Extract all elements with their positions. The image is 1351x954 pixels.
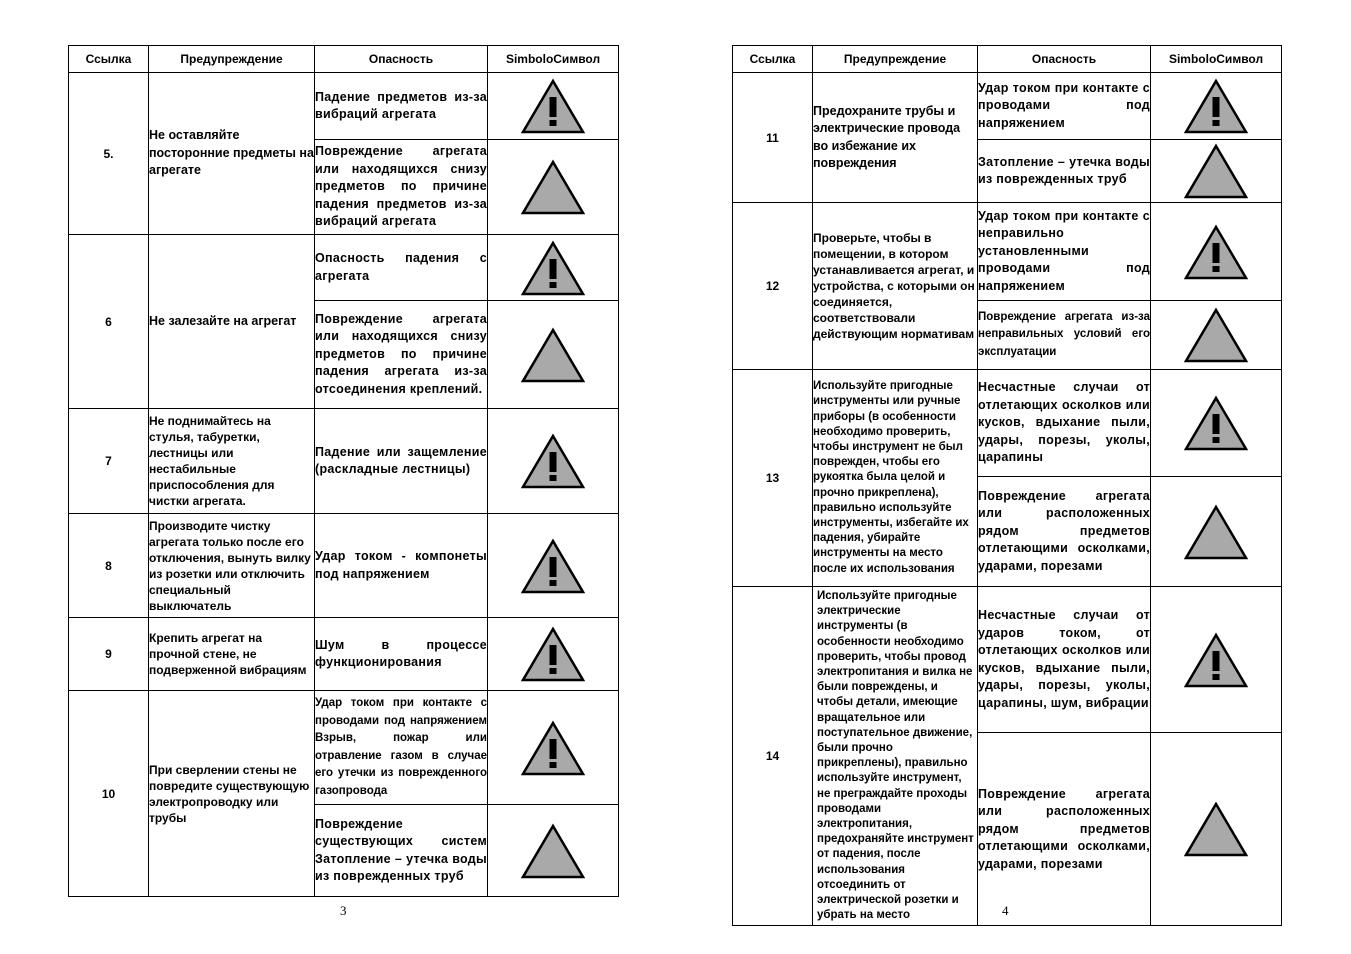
header-ref: Ссылка [733, 46, 813, 73]
warning-exclamation-icon [1184, 78, 1248, 134]
danger-cell: Удар током при контакте с неправильно установленными проводами под напряжением [978, 203, 1151, 301]
symbol-cell [488, 73, 619, 140]
ref-cell: 8 [69, 514, 149, 618]
warning-cell: Производите чистку агрегата только после его отключения, вынуть вилку из розетки или отключить специальный выключатель [149, 514, 315, 618]
danger-cell: Несчастные случаи от отлетающих осколков или кусков, вдыхание пыли, удары, порезы, уколы, царапины [978, 370, 1151, 477]
warning-triangle-icon [1184, 307, 1248, 363]
table-row [733, 587, 1282, 733]
ref-cell: 9 [69, 618, 149, 691]
warning-triangle-icon [521, 159, 585, 215]
symbol-cell [488, 235, 619, 301]
danger-cell: Опасность падения с агрегата [315, 235, 488, 301]
warning-triangle-icon [1184, 801, 1248, 857]
warning-cell: Проверьте, чтобы в помещении, в котором устанавливается агрегат, и устройства, с которыми он соединяется, соответствовали действующим нормативам [813, 203, 978, 370]
symbol-cell [1151, 301, 1282, 370]
warning-cell: Используйте пригодные инструменты или ручные приборы (в особенности необходимо проверить, чтобы инструмент не был поврежден, чтобы его рукоятка была целой и прочно прикреплена), правильно используйте инструменты, избегайте их падения, убирайте инструменты на место после их использования [813, 370, 978, 587]
header-warning: Предупреждение [149, 46, 315, 73]
warning-table-page-4 [732, 45, 1282, 926]
symbol-cell [488, 140, 619, 235]
warning-cell: Используйте пригодные электрические инструменты (в особенности необходимо проверить, чтобы провод электропитания и вилка не были повреждены, и чтобы детали, имеющие вращательное или поступательное движение, были прочно прикреплены), правильно используйте инструмент, не преграждайте проходы проводами электропитания, предохраняйте инструмент от падения, после использования отсоединить от электрической розетки и убрать на место [813, 587, 978, 926]
symbol-cell [488, 514, 619, 618]
symbol-cell [1151, 477, 1282, 587]
symbol-cell [488, 618, 619, 691]
danger-cell: Падение предметов из-за вибраций агрегата [315, 73, 488, 140]
header-symbol: SimboloСимвол [488, 46, 619, 73]
warning-table-page-3 [68, 45, 619, 897]
ref-cell: 7 [69, 409, 149, 514]
warning-exclamation-icon [521, 538, 585, 594]
warning-cell: Не оставляйте посторонние предметы на агрегате [149, 73, 315, 235]
ref-cell: 6 [69, 235, 149, 409]
ref-cell: 10 [69, 691, 149, 897]
danger-cell: Удар током - компонеты под напряжением [315, 514, 488, 618]
danger-cell: Падение или защемление (раскладные лестницы) [315, 409, 488, 514]
warning-exclamation-icon [1184, 632, 1248, 688]
warning-cell: При сверлении стены не повредите существующую электропроводку или трубы [149, 691, 315, 897]
table-row [69, 691, 619, 805]
warning-triangle-icon [521, 823, 585, 879]
table-header-row [69, 46, 619, 73]
ref-cell: 12 [733, 203, 813, 370]
ref-cell: 5. [69, 73, 149, 235]
danger-cell: Повреждение агрегата или расположенных рядом предметов отлетающими осколками, ударами, порезами [978, 477, 1151, 587]
warning-cell: Предохраните трубы и электрические провода во избежание их повреждения [813, 73, 978, 203]
ref-cell: 11 [733, 73, 813, 203]
ref-cell: 14 [733, 587, 813, 926]
danger-cell: Несчастные случаи от ударов током, от отлетающих осколков или кусков, вдыхание пыли, удары, порезы, уколы, царапины, шум, вибрации [978, 587, 1151, 733]
ref-cell: 13 [733, 370, 813, 587]
warning-cell: Не залезайте на агрегат [149, 235, 315, 409]
warning-exclamation-icon [521, 720, 585, 776]
warning-exclamation-icon [1184, 224, 1248, 280]
symbol-cell [488, 409, 619, 514]
symbol-cell [1151, 587, 1282, 733]
danger-cell: Повреждение агрегата или находящихся снизу предметов по причине падения предметов из-за вибраций агрегата [315, 140, 488, 235]
table-row [733, 370, 1282, 477]
warning-exclamation-icon [521, 240, 585, 296]
warning-cell: Крепить агрегат на прочной стене, не подверженной вибрациям [149, 618, 315, 691]
table-row [733, 73, 1282, 140]
warning-exclamation-icon [1184, 395, 1248, 451]
table-row [69, 618, 619, 691]
table-row [733, 203, 1282, 301]
symbol-cell [488, 805, 619, 897]
danger-cell: Повреждение существующих систем Затопление – утечка воды из поврежденных труб [315, 805, 488, 897]
header-danger: Опасность [978, 46, 1151, 73]
symbol-cell [1151, 370, 1282, 477]
symbol-cell [1151, 140, 1282, 203]
symbol-cell [1151, 73, 1282, 140]
warning-triangle-icon [1184, 143, 1248, 199]
table-row [69, 514, 619, 618]
symbol-cell [488, 691, 619, 805]
page-right [732, 45, 1282, 926]
table-row [69, 235, 619, 301]
header-symbol: SimboloСимвол [1151, 46, 1282, 73]
table-header-row [733, 46, 1282, 73]
danger-cell: Затопление – утечка воды из поврежденных труб [978, 140, 1151, 203]
table-row [69, 409, 619, 514]
table-row [69, 73, 619, 140]
warning-exclamation-icon [521, 626, 585, 682]
danger-cell: Шум в процессе функционирования [315, 618, 488, 691]
danger-cell: Удар током при контакте с проводами под напряжением [978, 73, 1151, 140]
warning-exclamation-icon [521, 433, 585, 489]
page-number: 4 [1002, 903, 1009, 918]
page-left [68, 45, 619, 897]
page-number: 3 [340, 903, 347, 918]
symbol-cell [1151, 203, 1282, 301]
warning-triangle-icon [521, 327, 585, 383]
header-ref: Ссылка [69, 46, 149, 73]
warning-triangle-icon [1184, 504, 1248, 560]
danger-cell: Повреждение агрегата или расположенных рядом предметов отлетающими осколками, ударами, порезами [978, 733, 1151, 926]
header-danger: Опасность [315, 46, 488, 73]
danger-cell: Повреждение агрегата из-за неправильных условий его эксплуатации [978, 301, 1151, 370]
symbol-cell [488, 301, 619, 409]
warning-exclamation-icon [521, 78, 585, 134]
danger-cell: Повреждение агрегата или находящихся снизу предметов по причине падения агрегата из-за отсоединения креплений. [315, 301, 488, 409]
danger-cell: Удар током при контакте с проводами под напряжением Взрыв, пожар или отравление газом в случае его утечки из поврежденного газопровода [315, 691, 488, 805]
warning-cell: Не поднимайтесь на стулья, табуретки, лестницы или нестабильные приспособления для чистки агрегата. [149, 409, 315, 514]
header-warning: Предупреждение [813, 46, 978, 73]
symbol-cell [1151, 733, 1282, 926]
